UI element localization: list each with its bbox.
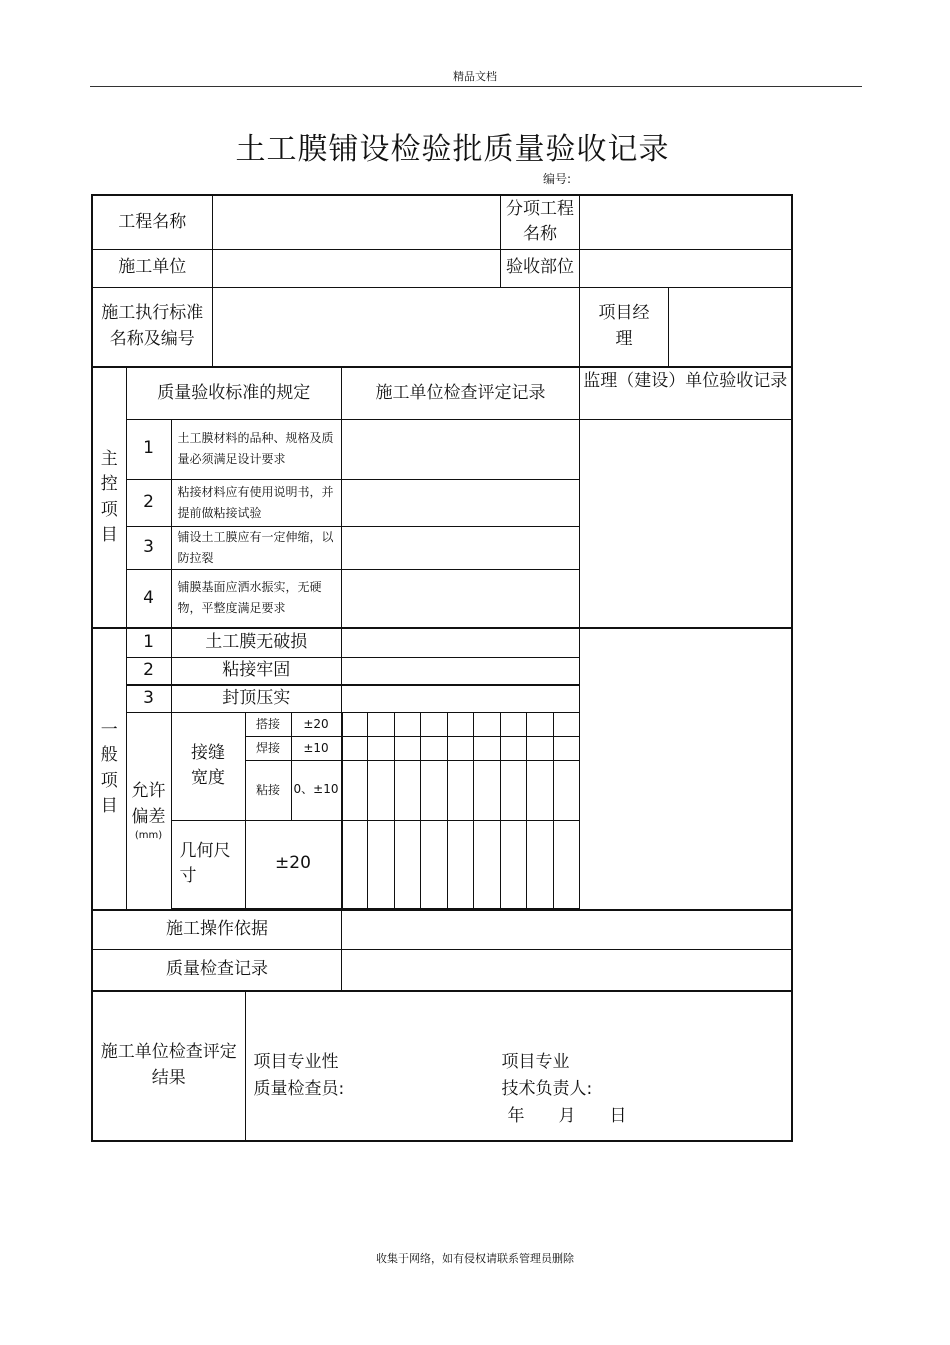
page-header-text: 精品文档 [453,70,497,83]
measure-cell[interactable] [474,760,501,820]
tolerance-text: 允许偏差 [131,781,166,827]
measure-cell[interactable] [501,736,527,760]
main-item-text: 铺膜基面应洒水振实，无硬物，平整度满足要求 [171,569,342,628]
measure-cell[interactable] [368,736,395,760]
main-item-text: 土工膜材料的品种、规格及质量必须满足设计要求 [171,419,342,479]
main-item-text: 粘接材料应有使用说明书，并提前做粘接试验 [171,479,342,526]
general-item-text: 粘接牢固 [171,657,342,685]
header-rule [90,86,862,87]
measure-cell[interactable] [448,712,474,736]
measure-cell[interactable] [342,712,368,736]
operation-basis-label: 施工操作依据 [92,910,342,950]
general-item-number: 2 [126,657,171,685]
measure-cell[interactable] [421,760,448,820]
measure-cell[interactable] [554,760,580,820]
measure-cell[interactable] [368,712,395,736]
result-left-block [254,1049,345,1103]
measure-cell[interactable] [421,712,448,736]
project-name-label: 工程名称 [92,195,212,249]
measure-cell[interactable] [421,820,448,908]
main-item-record[interactable] [342,419,580,479]
measure-cell[interactable] [501,820,527,908]
geometry-label: 几何尺寸 [171,820,245,908]
measure-cell[interactable] [395,760,421,820]
general-item-record[interactable] [342,657,580,685]
acceptance-part-label: 验收部位 [501,249,580,287]
general-item-record[interactable] [342,685,580,712]
measure-cell[interactable] [395,736,421,760]
measure-cell[interactable] [501,712,527,736]
main-item-text: 铺设土工膜应有一定伸缩，以防拉裂 [171,526,342,569]
main-item-number: 1 [126,419,171,479]
measure-cell[interactable] [448,736,474,760]
measure-cell[interactable] [395,712,421,736]
general-item-number: 3 [126,685,171,712]
measure-cell[interactable] [554,820,580,908]
measure-cell[interactable] [342,736,368,760]
general-item-record[interactable] [342,628,580,657]
construction-unit-label: 施工单位 [92,249,212,287]
project-manager-label: 项目经理 [580,287,669,367]
main-item-number: 3 [126,526,171,569]
project-manager-field[interactable] [669,287,792,367]
measure-cell[interactable] [448,760,474,820]
main-item-record[interactable] [342,569,580,628]
seam-value: ±20 [291,712,342,736]
measure-cell[interactable] [474,712,501,736]
general-supervisor-record[interactable] [580,628,792,910]
spec-column-header: 质量验收标准的规定 [126,367,342,419]
main-item-number: 4 [126,569,171,628]
measure-cell[interactable] [421,736,448,760]
acceptance-part-field[interactable] [580,249,792,287]
quality-record-field[interactable] [342,950,792,991]
sub-project-name-field[interactable] [580,195,792,249]
inspection-form-table [91,194,793,1142]
general-item-number: 1 [126,628,171,657]
measure-cell[interactable] [554,712,580,736]
seam-method: 粘接 [245,760,291,820]
sub-project-name-label: 分项工程名称 [501,195,580,249]
operation-basis-field[interactable] [342,910,792,950]
standard-name-field[interactable] [212,287,580,367]
left-line-2: 质量检查员: [253,1078,345,1099]
main-supervisor-record[interactable] [580,419,792,628]
general-items-label: 一般项目 [92,628,126,910]
quality-record-label: 质量检查记录 [92,950,342,991]
seam-value: 0、±10 [291,760,342,820]
measure-cell[interactable] [527,820,554,908]
project-name-field[interactable] [212,195,501,249]
measure-cell[interactable] [342,820,368,908]
main-item-number: 2 [126,479,171,526]
code-label: 编号: [543,172,572,186]
measure-cell[interactable] [395,820,421,908]
tolerance-label [126,712,171,910]
general-item-text: 封顶压实 [171,685,342,712]
main-item-record[interactable] [342,526,580,569]
measure-cell[interactable] [527,712,554,736]
supervisor-record-header: 监理（建设）单位验收记录 [580,367,792,419]
result-label: 施工单位检查评定结果 [92,991,245,1141]
measure-cell[interactable] [501,760,527,820]
general-item-text: 土工膜无破损 [171,628,342,657]
standard-name-label: 施工执行标准名称及编号 [92,287,212,367]
document-title: 土工膜铺设检验批质量验收记录 [235,132,670,167]
right-line-1: 项目专业 [501,1051,570,1072]
main-control-label: 主控项目 [92,367,126,628]
seam-width-label: 接缝宽度 [171,712,245,820]
measure-cell[interactable] [342,760,368,820]
measure-cell[interactable] [527,736,554,760]
measure-cell[interactable] [368,820,395,908]
measure-cell[interactable] [448,820,474,908]
geometry-value: ±20 [245,820,342,908]
result-signature-area[interactable] [245,991,792,1141]
page-footer-text: 收集于网络，如有侵权请联系管理员删除 [376,1252,574,1265]
left-line-1: 项目专业性 [253,1051,339,1072]
result-date: 年 月 日 [507,1105,627,1126]
measure-cell[interactable] [554,736,580,760]
measure-cell[interactable] [368,760,395,820]
result-right-block [502,1049,593,1103]
main-item-record[interactable] [342,479,580,526]
constructor-record-header: 施工单位检查评定记录 [342,367,580,419]
right-line-2: 技术负责人: [501,1078,593,1099]
tolerance-unit: (mm) [134,830,163,841]
construction-unit-field[interactable] [212,249,501,287]
seam-value: ±10 [291,736,342,760]
seam-method: 焊接 [245,736,291,760]
measure-cell[interactable] [474,736,501,760]
measure-cell[interactable] [474,820,501,908]
seam-method: 搭接 [245,712,291,736]
measure-cell[interactable] [527,760,554,820]
